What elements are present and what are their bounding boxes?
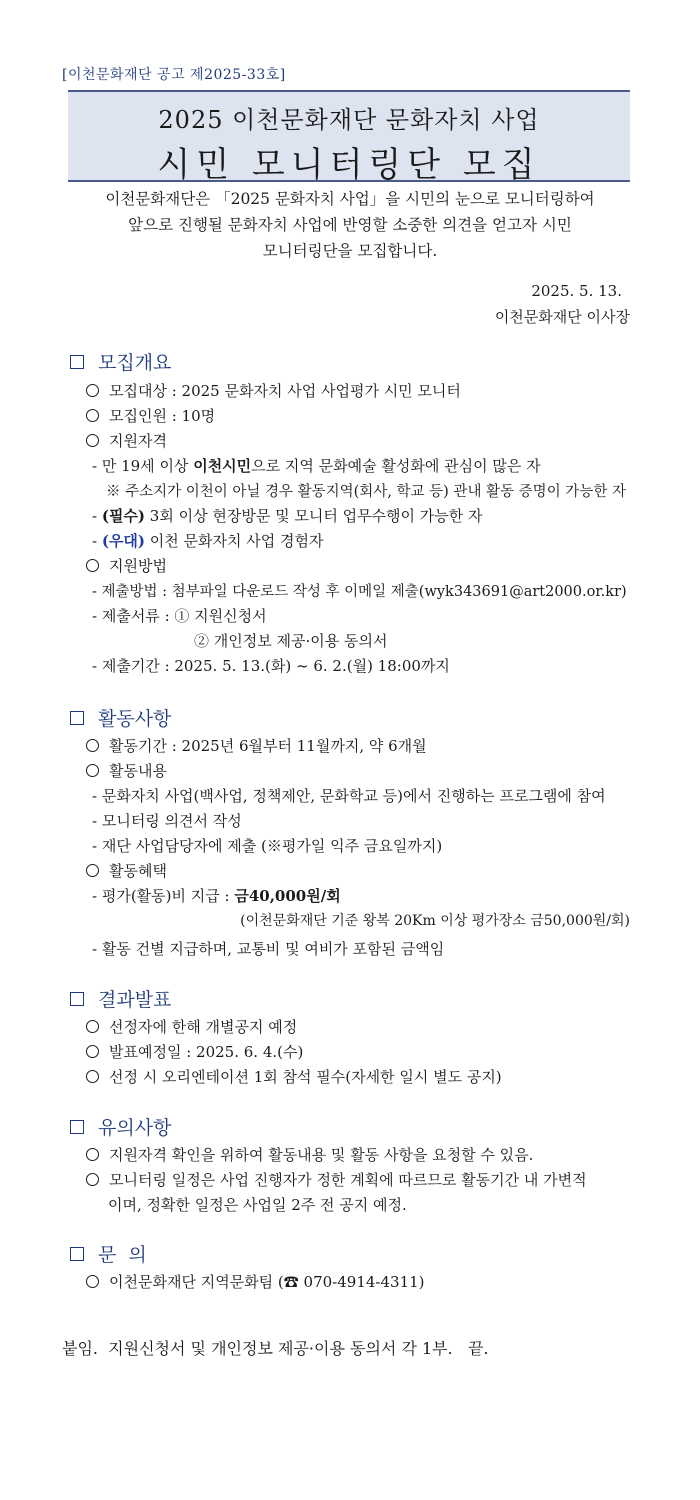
intro-line: 이천문화재단은 「2025 문화자치 사업」을 시민의 눈으로 모니터링하여 [105, 190, 595, 208]
method-4: - 제출기간 : 2025. 5. 13.(화) ~ 6. 2.(월) 18:00까지 [92, 657, 450, 675]
list-item: 모니터링 일정은 사업 진행자가 정한 계획에 따르므로 활동기간 내 가변적 [86, 1169, 587, 1190]
list-item: 모집대상 : 2025 문화자치 사업 사업평가 시민 모니터 [86, 380, 461, 401]
list-item: 모집인원 : 10명 [86, 405, 215, 426]
qualification-1: - 만 19세 이상 이천시민으로 지역 문화예술 활성화에 관심이 많은 자 [92, 457, 541, 475]
list-item: 선정자에 한해 개별공지 예정 [86, 1016, 297, 1037]
circle-bullet-icon [86, 409, 99, 422]
list-item: 활동내용 [86, 760, 167, 781]
list-item: 발표예정일 : 2025. 6. 4.(수) [86, 1041, 303, 1062]
attachment-footer: 붙임. 지원신청서 및 개인정보 제공·이용 동의서 각 1부. 끝. [62, 1339, 489, 1358]
list-item: 활동기간 : 2025년 6월부터 11월까지, 약 6개월 [86, 735, 427, 756]
content-1: - 문화자치 사업(백사업, 정책제안, 문화학교 등)에서 진행하는 프로그램에 참여 [92, 787, 606, 805]
benefit-1: - 평가(활동)비 지급 : 금40,000원/회 [92, 887, 341, 905]
circle-bullet-icon [86, 559, 99, 572]
circle-bullet-icon [86, 764, 99, 777]
circle-bullet-icon [86, 1070, 99, 1083]
method-1: - 제출방법 : 첨부파일 다운로드 작성 후 이메일 제출(wyk343691@art2000.or.kr) [92, 584, 627, 600]
qualification-note: ※ 주소지가 이천이 아닐 경우 활동지역(회사, 학교 등) 관내 활동 증명이 가능한 자 [106, 484, 626, 500]
qualification-3: - (우대) 이천 문화자치 사업 경험자 [92, 532, 324, 550]
list-item: 이천문화재단 지역문화팀 (☎ 070-4914-4311) [86, 1271, 425, 1292]
checkbox-square-icon [70, 355, 84, 369]
list-item: 지원방법 [86, 555, 167, 576]
checkbox-square-icon [70, 1120, 84, 1134]
title-banner [68, 90, 630, 185]
intro-paragraph [60, 186, 640, 264]
notice-date: 2025. 5. 13. [531, 282, 622, 300]
method-2: - 제출서류 : ① 지원신청서 [92, 607, 267, 625]
circle-bullet-icon [86, 384, 99, 397]
circle-bullet-icon [86, 1045, 99, 1058]
benefit-note: (이천문화재단 기준 왕복 20Km 이상 평가장소 금50,000원/회) [240, 913, 630, 929]
circle-bullet-icon [86, 864, 99, 877]
checkbox-square-icon [70, 1247, 84, 1261]
circle-bullet-icon [86, 434, 99, 447]
circle-bullet-icon [86, 1148, 99, 1161]
list-item: 지원자격 [86, 430, 167, 451]
circle-bullet-icon [86, 1020, 99, 1033]
circle-bullet-icon [86, 739, 99, 752]
page-title: 시민 모니터링단 모집 [157, 145, 541, 185]
checkbox-square-icon [70, 992, 84, 1006]
issuer: 이천문화재단 이사장 [494, 308, 630, 326]
checkbox-square-icon [70, 711, 84, 725]
intro-line: 앞으로 진행될 문화자치 사업에 반영할 소중한 의견을 얻고자 시민 [128, 216, 572, 234]
content-2: - 모니터링 의견서 작성 [92, 812, 242, 830]
content-3: - 재단 사업담당자에 제출 (※평가일 익주 금요일까지) [92, 837, 443, 855]
section-heading-notes: 유의사항 [70, 1113, 171, 1140]
section-heading-inquiry: 문 의 [70, 1240, 147, 1267]
section-heading-recruitment: 모집개요 [70, 348, 171, 375]
list-item: 선정 시 오리엔테이션 1회 참석 필수(자세한 일시 별도 공지) [86, 1066, 502, 1087]
list-item-continuation: 이며, 정확한 일정은 사업일 2주 전 공지 예정. [108, 1196, 407, 1214]
circle-bullet-icon [86, 1275, 99, 1288]
list-item: 활동혜택 [86, 860, 167, 881]
section-heading-results: 결과발표 [70, 985, 171, 1012]
list-item: 지원자격 확인을 위하여 활동내용 및 활동 사항을 요청할 수 있음. [86, 1144, 533, 1165]
qualification-2: - (필수) 3회 이상 현장방문 및 모니터 업무수행이 가능한 자 [92, 507, 483, 525]
circle-bullet-icon [86, 1173, 99, 1186]
benefit-2: - 활동 건별 지급하며, 교통비 및 여비가 포함된 금액임 [92, 940, 445, 958]
intro-line: 모니터링단을 모집합니다. [262, 242, 438, 260]
section-heading-activities: 활동사항 [70, 704, 171, 731]
notice-number: [이천문화재단 공고 제2025-33호] [62, 67, 286, 83]
title-line1: 2025 이천문화재단 문화자치 사업 [158, 106, 540, 134]
method-3: ② 개인정보 제공·이용 동의서 [194, 632, 388, 650]
